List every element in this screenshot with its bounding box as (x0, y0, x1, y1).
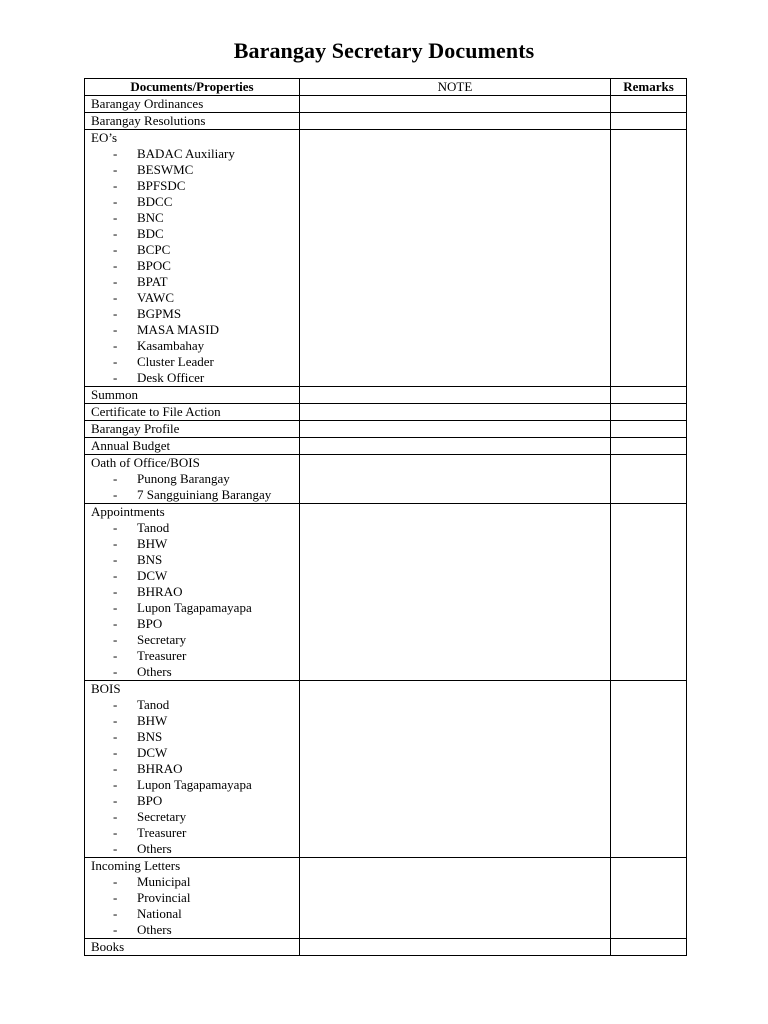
dash-marker: - (113, 600, 118, 615)
dash-marker: - (113, 242, 118, 257)
sub-item (91, 777, 293, 793)
dash-marker: - (113, 697, 118, 712)
sub-item (91, 809, 293, 825)
sub-item (91, 568, 293, 584)
document-label: EO’s (91, 130, 117, 145)
sub-item-label: Municipal (137, 874, 191, 889)
sub-item (91, 648, 293, 664)
sub-item-label: Lupon Tagapamayapa (137, 777, 252, 792)
dash-marker: - (113, 226, 118, 241)
sub-item-list (91, 874, 293, 938)
remarks-cell (611, 858, 687, 939)
sub-item (91, 178, 293, 194)
sub-item (91, 322, 293, 338)
table-body (85, 96, 687, 956)
sub-item-label: BPFSDC (137, 178, 186, 193)
sub-item (91, 487, 293, 503)
dash-marker: - (113, 713, 118, 728)
sub-item-label: BDCC (137, 194, 173, 209)
sub-item (91, 226, 293, 242)
document-label: Appointments (91, 504, 165, 519)
sub-item-label: Provincial (137, 890, 191, 905)
sub-item-label: Cluster Leader (137, 354, 214, 369)
documents-table (84, 78, 687, 956)
dash-marker: - (113, 162, 118, 177)
dash-marker: - (113, 322, 118, 337)
dash-marker: - (113, 178, 118, 193)
dash-marker: - (113, 306, 118, 321)
note-cell (300, 438, 611, 455)
document-cell (85, 858, 300, 939)
sub-item-list (91, 697, 293, 857)
document-label: Certificate to File Action (91, 404, 221, 419)
remarks-cell (611, 113, 687, 130)
note-cell (300, 113, 611, 130)
dash-marker: - (113, 874, 118, 889)
sub-item (91, 825, 293, 841)
dash-marker: - (113, 536, 118, 551)
sub-item (91, 471, 293, 487)
sub-item (91, 922, 293, 938)
sub-item (91, 632, 293, 648)
sub-item-label: Others (137, 922, 172, 937)
note-cell (300, 421, 611, 438)
sub-item-label: BNS (137, 729, 163, 744)
sub-item (91, 745, 293, 761)
dash-marker: - (113, 890, 118, 905)
sub-item (91, 306, 293, 322)
sub-item (91, 370, 293, 386)
dash-marker: - (113, 841, 118, 856)
note-cell (300, 939, 611, 956)
sub-item-label: BNC (137, 210, 164, 225)
dash-marker: - (113, 568, 118, 583)
sub-item-label: National (137, 906, 182, 921)
sub-item (91, 793, 293, 809)
dash-marker: - (113, 632, 118, 647)
sub-item-label: BCPC (137, 242, 171, 257)
note-cell (300, 455, 611, 504)
sub-item (91, 616, 293, 632)
sub-item-label: 7 Sangguiniang Barangay (137, 487, 272, 502)
header-note: NOTE (300, 79, 611, 96)
note-cell (300, 96, 611, 113)
remarks-cell (611, 96, 687, 113)
sub-item-list (91, 520, 293, 680)
dash-marker: - (113, 761, 118, 776)
sub-item (91, 338, 293, 354)
dash-marker: - (113, 729, 118, 744)
remarks-cell (611, 387, 687, 404)
header-remarks: Remarks (611, 79, 687, 96)
document-label: BOIS (91, 681, 121, 696)
remarks-cell (611, 504, 687, 681)
note-cell (300, 858, 611, 939)
document-cell (85, 455, 300, 504)
note-cell (300, 387, 611, 404)
dash-marker: - (113, 258, 118, 273)
sub-item-label: Desk Officer (137, 370, 205, 385)
sub-item (91, 290, 293, 306)
sub-item-label: Secretary (137, 632, 187, 647)
sub-item (91, 274, 293, 290)
header-documents: Documents/Properties (85, 79, 300, 96)
dash-marker: - (113, 552, 118, 567)
sub-item (91, 841, 293, 857)
note-cell (300, 504, 611, 681)
sub-item (91, 761, 293, 777)
dash-marker: - (113, 825, 118, 840)
table-row (85, 113, 687, 130)
document-cell (85, 438, 300, 455)
dash-marker: - (113, 471, 118, 486)
remarks-cell (611, 421, 687, 438)
sub-item-label: BHW (137, 713, 168, 728)
document-cell (85, 113, 300, 130)
table-row (85, 404, 687, 421)
sub-item-label: BNS (137, 552, 163, 567)
sub-item (91, 354, 293, 370)
remarks-cell (611, 404, 687, 421)
sub-item (91, 906, 293, 922)
sub-item-label: MASA MASID (137, 322, 219, 337)
sub-item (91, 874, 293, 890)
dash-marker: - (113, 648, 118, 663)
document-cell (85, 96, 300, 113)
sub-item-label: BDC (137, 226, 164, 241)
sub-item (91, 520, 293, 536)
sub-item (91, 890, 293, 906)
sub-item-label: Treasurer (137, 825, 187, 840)
sub-item-label: Kasambahay (137, 338, 205, 353)
document-label: Barangay Profile (91, 421, 180, 436)
document-label: Incoming Letters (91, 858, 181, 873)
sub-item (91, 584, 293, 600)
table-header-row (85, 79, 687, 96)
document-label: Oath of Office/BOIS (91, 455, 200, 470)
dash-marker: - (113, 664, 118, 679)
sub-item-label: Others (137, 841, 172, 856)
page-title: Barangay Secretary Documents (233, 38, 535, 63)
sub-item (91, 697, 293, 713)
table-row (85, 96, 687, 113)
sub-item (91, 729, 293, 745)
sub-item (91, 194, 293, 210)
sub-item-label: Lupon Tagapamayapa (137, 600, 252, 615)
note-cell (300, 130, 611, 387)
dash-marker: - (113, 354, 118, 369)
document-cell (85, 421, 300, 438)
sub-item (91, 536, 293, 552)
remarks-cell (611, 681, 687, 858)
remarks-cell (611, 438, 687, 455)
document-cell (85, 404, 300, 421)
dash-marker: - (113, 520, 118, 535)
sub-item-label: BADAC Auxiliary (137, 146, 235, 161)
table-row (85, 455, 687, 504)
sub-item-label: DCW (137, 568, 168, 583)
table-row (85, 130, 687, 387)
sub-item (91, 162, 293, 178)
table-row (85, 939, 687, 956)
document-cell (85, 939, 300, 956)
dash-marker: - (113, 922, 118, 937)
sub-item-label: BHRAO (137, 761, 183, 776)
dash-marker: - (113, 793, 118, 808)
sub-item (91, 713, 293, 729)
sub-item-label: BGPMS (137, 306, 182, 321)
document-cell (85, 387, 300, 404)
remarks-cell (611, 939, 687, 956)
table-row (85, 858, 687, 939)
table-row (85, 504, 687, 681)
sub-item (91, 242, 293, 258)
dash-marker: - (113, 370, 118, 385)
document-label: Barangay Ordinances (91, 96, 204, 111)
table-row (85, 387, 687, 404)
dash-marker: - (113, 906, 118, 921)
sub-item-label: Secretary (137, 809, 187, 824)
document-label: Summon (91, 387, 138, 402)
dash-marker: - (113, 777, 118, 792)
sub-item (91, 146, 293, 162)
sub-item-label: BPOC (137, 258, 171, 273)
dash-marker: - (113, 487, 118, 502)
sub-item-label: BPO (137, 793, 163, 808)
sub-item (91, 258, 293, 274)
dash-marker: - (113, 194, 118, 209)
sub-item-label: Tanod (137, 520, 170, 535)
sub-item-label: BESWMC (137, 162, 194, 177)
sub-item-label: Others (137, 664, 172, 679)
dash-marker: - (113, 338, 118, 353)
sub-item (91, 552, 293, 568)
note-cell (300, 404, 611, 421)
dash-marker: - (113, 809, 118, 824)
sub-item-label: DCW (137, 745, 168, 760)
sub-item (91, 210, 293, 226)
document-label: Books (91, 939, 125, 954)
sub-item-list (91, 146, 293, 386)
sub-item-label: BHW (137, 536, 168, 551)
note-cell (300, 681, 611, 858)
sub-item-label: BHRAO (137, 584, 183, 599)
dash-marker: - (113, 146, 118, 161)
sub-item-list (91, 471, 293, 503)
dash-marker: - (113, 274, 118, 289)
document-cell (85, 681, 300, 858)
sub-item-label: VAWC (137, 290, 175, 305)
dash-marker: - (113, 210, 118, 225)
sub-item-label: Treasurer (137, 648, 187, 663)
table-row (85, 681, 687, 858)
sub-item-label: BPO (137, 616, 163, 631)
dash-marker: - (113, 616, 118, 631)
document-cell (85, 504, 300, 681)
sub-item-label: Tanod (137, 697, 170, 712)
remarks-cell (611, 130, 687, 387)
dash-marker: - (113, 745, 118, 760)
document-cell (85, 130, 300, 387)
sub-item (91, 664, 293, 680)
table-row (85, 438, 687, 455)
dash-marker: - (113, 290, 118, 305)
document-label: Annual Budget (91, 438, 171, 453)
sub-item (91, 600, 293, 616)
document-label: Barangay Resolutions (91, 113, 206, 128)
sub-item-label: BPAT (137, 274, 168, 289)
dash-marker: - (113, 584, 118, 599)
table-row (85, 421, 687, 438)
remarks-cell (611, 455, 687, 504)
sub-item-label: Punong Barangay (137, 471, 230, 486)
